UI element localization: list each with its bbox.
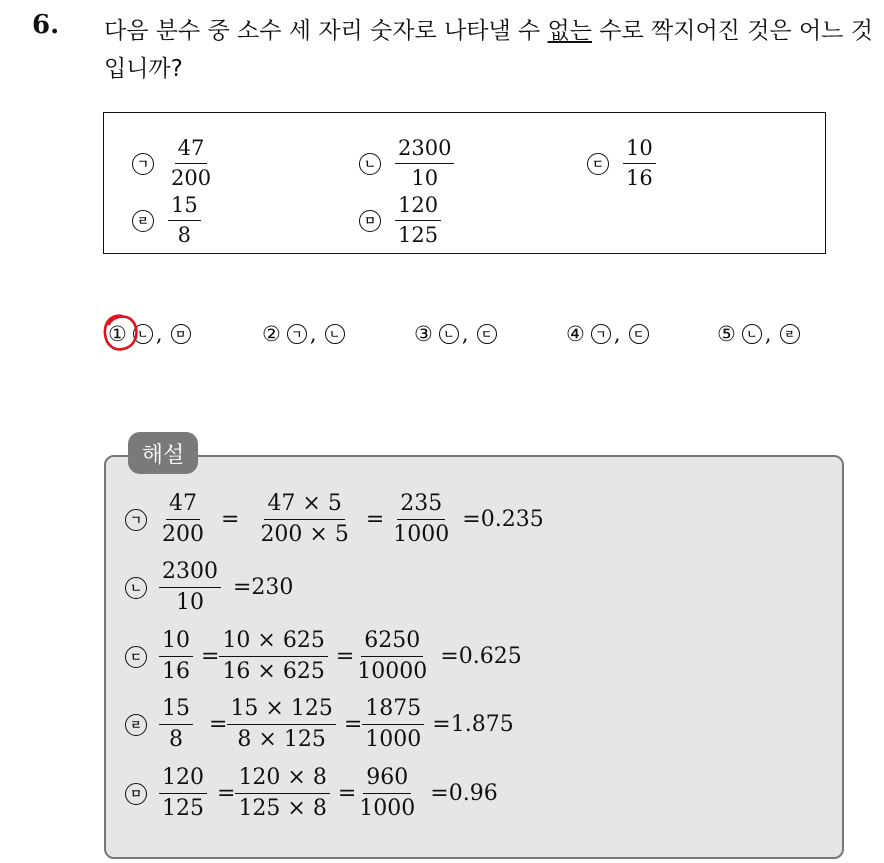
explanation-row-rieul — [125, 698, 514, 751]
choice-mark-b: ㄹ — [780, 324, 800, 344]
choice-mark-b: ㄴ — [325, 324, 345, 344]
equals-sign: = — [365, 507, 385, 532]
decimal-result: =0.96 — [430, 781, 498, 806]
row-mark: ㄷ — [125, 646, 147, 668]
numerator: 960 — [363, 767, 411, 794]
decimal-result: =0.625 — [440, 644, 522, 669]
denominator: 125 — [162, 796, 204, 821]
explanation-tag: 해설 — [128, 432, 198, 474]
choice-number: ③ — [414, 322, 433, 346]
choice-number: ① — [108, 322, 127, 346]
question-underlined-word: 없는 — [547, 18, 592, 44]
denominator: 1000 — [365, 727, 422, 752]
equals-sign: = — [335, 644, 355, 669]
denominator: 10000 — [357, 659, 428, 684]
numerator: 15 — [159, 698, 193, 725]
denominator: 10 — [411, 166, 439, 190]
equals-sign: = — [343, 712, 363, 737]
choice-2[interactable]: ② ㄱ , ㄴ — [262, 322, 345, 346]
choice-mark-a: ㄱ — [287, 324, 307, 344]
choice-mark-b: ㄷ — [477, 324, 497, 344]
row-fraction-result — [362, 698, 424, 751]
row-mark: ㄹ — [125, 714, 147, 736]
item-fraction — [623, 138, 656, 189]
row-fraction — [159, 767, 207, 820]
item-mark: ㄱ — [132, 153, 154, 175]
equals-sign: = — [221, 507, 240, 532]
decimal-result: =1.875 — [432, 712, 514, 737]
choice-5[interactable]: ⑤ ㄴ , ㄹ — [717, 322, 800, 346]
numerator: 15 × 125 — [227, 698, 335, 725]
choice-1[interactable]: ① ㄴ , ㅁ — [108, 322, 191, 346]
numerator: 47 — [175, 138, 208, 164]
question-text — [104, 12, 874, 88]
choice-mark-b: ㄷ — [629, 324, 649, 344]
denominator: 200 × 5 — [260, 522, 349, 547]
choice-number: ② — [262, 322, 281, 346]
choice-mark-a: ㄴ — [742, 324, 762, 344]
item-giyeok — [132, 138, 214, 189]
item-mieum — [359, 195, 441, 246]
row-fraction-result — [356, 767, 418, 820]
question-number: 6. — [32, 10, 60, 40]
explanation-row-nieun — [125, 561, 293, 614]
equals-sign: = — [217, 781, 236, 806]
decimal-result: =230 — [233, 575, 294, 600]
question-text-after: 수로 짝지어진 것은 어느 것입니까? — [104, 18, 873, 82]
numerator: 235 — [397, 493, 445, 520]
numerator: 6250 — [361, 630, 423, 657]
numerator: 2300 — [395, 138, 454, 164]
denominator: 16 — [626, 166, 653, 190]
item-rieul — [132, 195, 201, 246]
item-mark: ㅁ — [359, 210, 381, 232]
choice-mark-a: ㄱ — [591, 324, 611, 344]
row-mark: ㅁ — [125, 783, 147, 805]
choice-3[interactable]: ③ ㄴ , ㄷ — [414, 322, 497, 346]
numerator: 1875 — [362, 698, 424, 725]
explanation-row-mieum — [125, 767, 498, 820]
row-fraction — [159, 698, 193, 751]
denominator: 8 × 125 — [237, 727, 326, 752]
row-fraction-result — [390, 493, 452, 546]
row-fraction-step — [235, 767, 329, 820]
numerator: 2300 — [159, 561, 221, 588]
numerator: 120 — [395, 195, 441, 221]
item-fraction — [168, 195, 201, 246]
row-mark: ㄴ — [125, 577, 147, 599]
choice-4[interactable]: ④ ㄱ , ㄷ — [566, 322, 649, 346]
item-fraction — [395, 195, 441, 246]
item-mark: ㄴ — [359, 153, 381, 175]
row-fraction-result — [354, 630, 430, 683]
denominator: 125 — [398, 223, 439, 247]
item-fraction — [395, 138, 454, 189]
row-fraction — [159, 630, 193, 683]
explanation-row-giyeok — [125, 493, 544, 546]
row-mark: ㄱ — [125, 509, 147, 531]
item-fraction — [168, 138, 214, 189]
denominator: 200 — [171, 166, 212, 190]
numerator: 10 — [623, 138, 656, 164]
denominator: 8 — [169, 727, 183, 752]
denominator: 10 — [176, 590, 204, 615]
explanation-row-digeut — [125, 630, 522, 683]
numerator: 15 — [168, 195, 201, 221]
item-mark: ㄷ — [587, 153, 609, 175]
choice-mark-a: ㄴ — [133, 324, 153, 344]
denominator: 1000 — [393, 522, 450, 547]
item-nieun — [359, 138, 454, 189]
row-fraction-step — [257, 493, 351, 546]
row-fraction — [159, 561, 221, 614]
item-mark: ㄹ — [132, 210, 154, 232]
decimal-result: =0.235 — [462, 507, 544, 532]
item-digeut — [587, 138, 656, 189]
denominator: 16 — [162, 659, 190, 684]
row-fraction-step — [227, 698, 335, 751]
denominator: 125 × 8 — [238, 796, 327, 821]
denominator: 200 — [162, 522, 204, 547]
question-text-before: 다음 분수 중 소수 세 자리 숫자로 나타낼 수 — [104, 18, 548, 44]
equals-sign: = — [209, 712, 228, 737]
choice-number: ④ — [566, 322, 585, 346]
denominator: 8 — [177, 223, 192, 247]
row-fraction — [159, 493, 207, 546]
denominator: 1000 — [359, 796, 416, 821]
row-fraction-step — [219, 630, 327, 683]
numerator: 47 × 5 — [264, 493, 344, 520]
denominator: 16 × 625 — [222, 659, 325, 684]
selected-answer-circle-icon — [102, 312, 140, 354]
choice-mark-a: ㄴ — [439, 324, 459, 344]
numerator: 120 × 8 — [235, 767, 329, 794]
choice-mark-b: ㅁ — [171, 324, 191, 344]
equals-sign: = — [337, 781, 357, 806]
numerator: 47 — [166, 493, 200, 520]
choice-number: ⑤ — [717, 322, 736, 346]
equals-sign: = — [201, 644, 220, 669]
numerator: 10 — [159, 630, 193, 657]
numerator: 10 × 625 — [219, 630, 327, 657]
numerator: 120 — [159, 767, 207, 794]
